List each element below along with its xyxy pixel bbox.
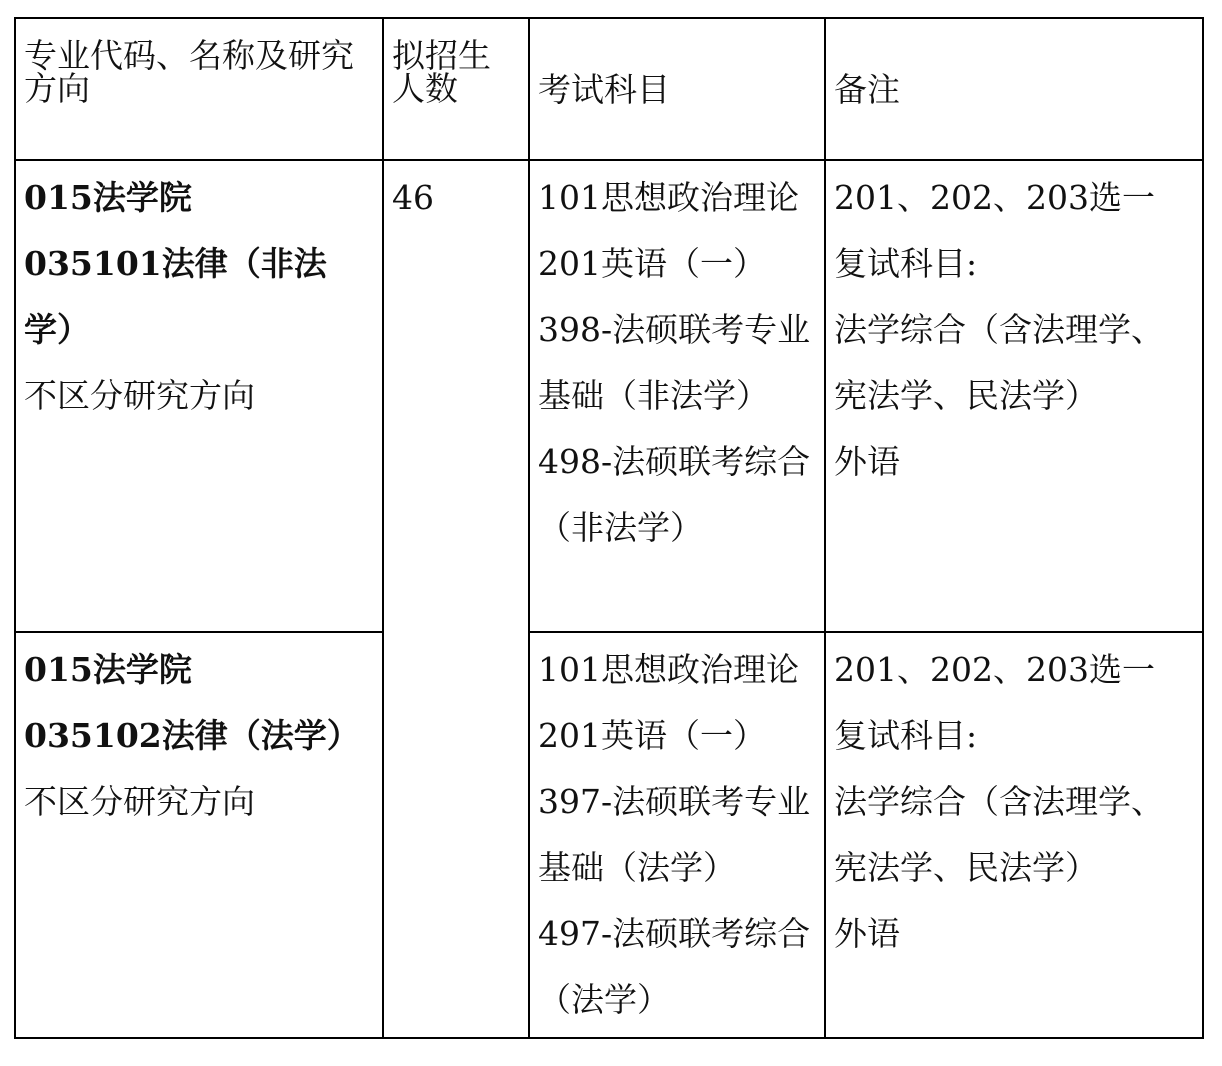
header-enrollment-label: 拟招生人数 (392, 36, 491, 108)
table-row (15, 632, 1203, 1038)
enrollment-count: 46 (392, 178, 434, 217)
table-row (15, 160, 1203, 632)
major-cell (15, 632, 383, 1038)
research-direction: 不区分研究方向 (24, 782, 255, 821)
header-cell-subjects (529, 18, 825, 160)
school-name: 015法学院 (24, 650, 192, 689)
remarks-cell (825, 160, 1203, 632)
remark-item: 201、202、203选一 (834, 178, 1155, 217)
remark-item: 复试科目: (834, 716, 978, 755)
subjects-cell (529, 632, 825, 1038)
header-cell-enrollment (383, 18, 529, 160)
header-major-label: 专业代码、名称及研究方向 (24, 36, 354, 108)
remarks-cell (825, 632, 1203, 1038)
admissions-table (14, 17, 1204, 1039)
major-cell (15, 160, 383, 632)
remark-item: 法学综合（含法理学、宪法学、民法学） (834, 782, 1164, 887)
enrollment-cell (383, 160, 529, 1038)
remark-item: 外语 (834, 442, 900, 481)
header-row (15, 18, 1203, 160)
remark-item: 法学综合（含法理学、宪法学、民法学） (834, 310, 1164, 415)
school-name: 015法学院 (24, 178, 192, 217)
major-name: 035101法律（非法学） (24, 244, 327, 349)
subject-item: 497-法硕联考综合（法学） (538, 914, 811, 1019)
subject-item: 201英语（一） (538, 716, 766, 755)
subject-item: 201英语（一） (538, 244, 766, 283)
header-subjects-label: 考试科目 (538, 69, 670, 109)
subjects-cell (529, 160, 825, 632)
remark-item: 外语 (834, 914, 900, 953)
header-cell-major (15, 18, 383, 160)
subject-item: 397-法硕联考专业基础（法学） (538, 782, 811, 887)
header-remarks-label: 备注 (834, 69, 900, 109)
subject-item: 101思想政治理论 (538, 178, 799, 217)
header-cell-remarks (825, 18, 1203, 160)
research-direction: 不区分研究方向 (24, 376, 255, 415)
remark-item: 复试科目: (834, 244, 978, 283)
major-name: 035102法律（法学） (24, 716, 360, 755)
subject-item: 101思想政治理论 (538, 650, 799, 689)
subject-item: 398-法硕联考专业基础（非法学） (538, 310, 811, 415)
remark-item: 201、202、203选一 (834, 650, 1155, 689)
subject-item: 498-法硕联考综合（非法学） (538, 442, 811, 547)
